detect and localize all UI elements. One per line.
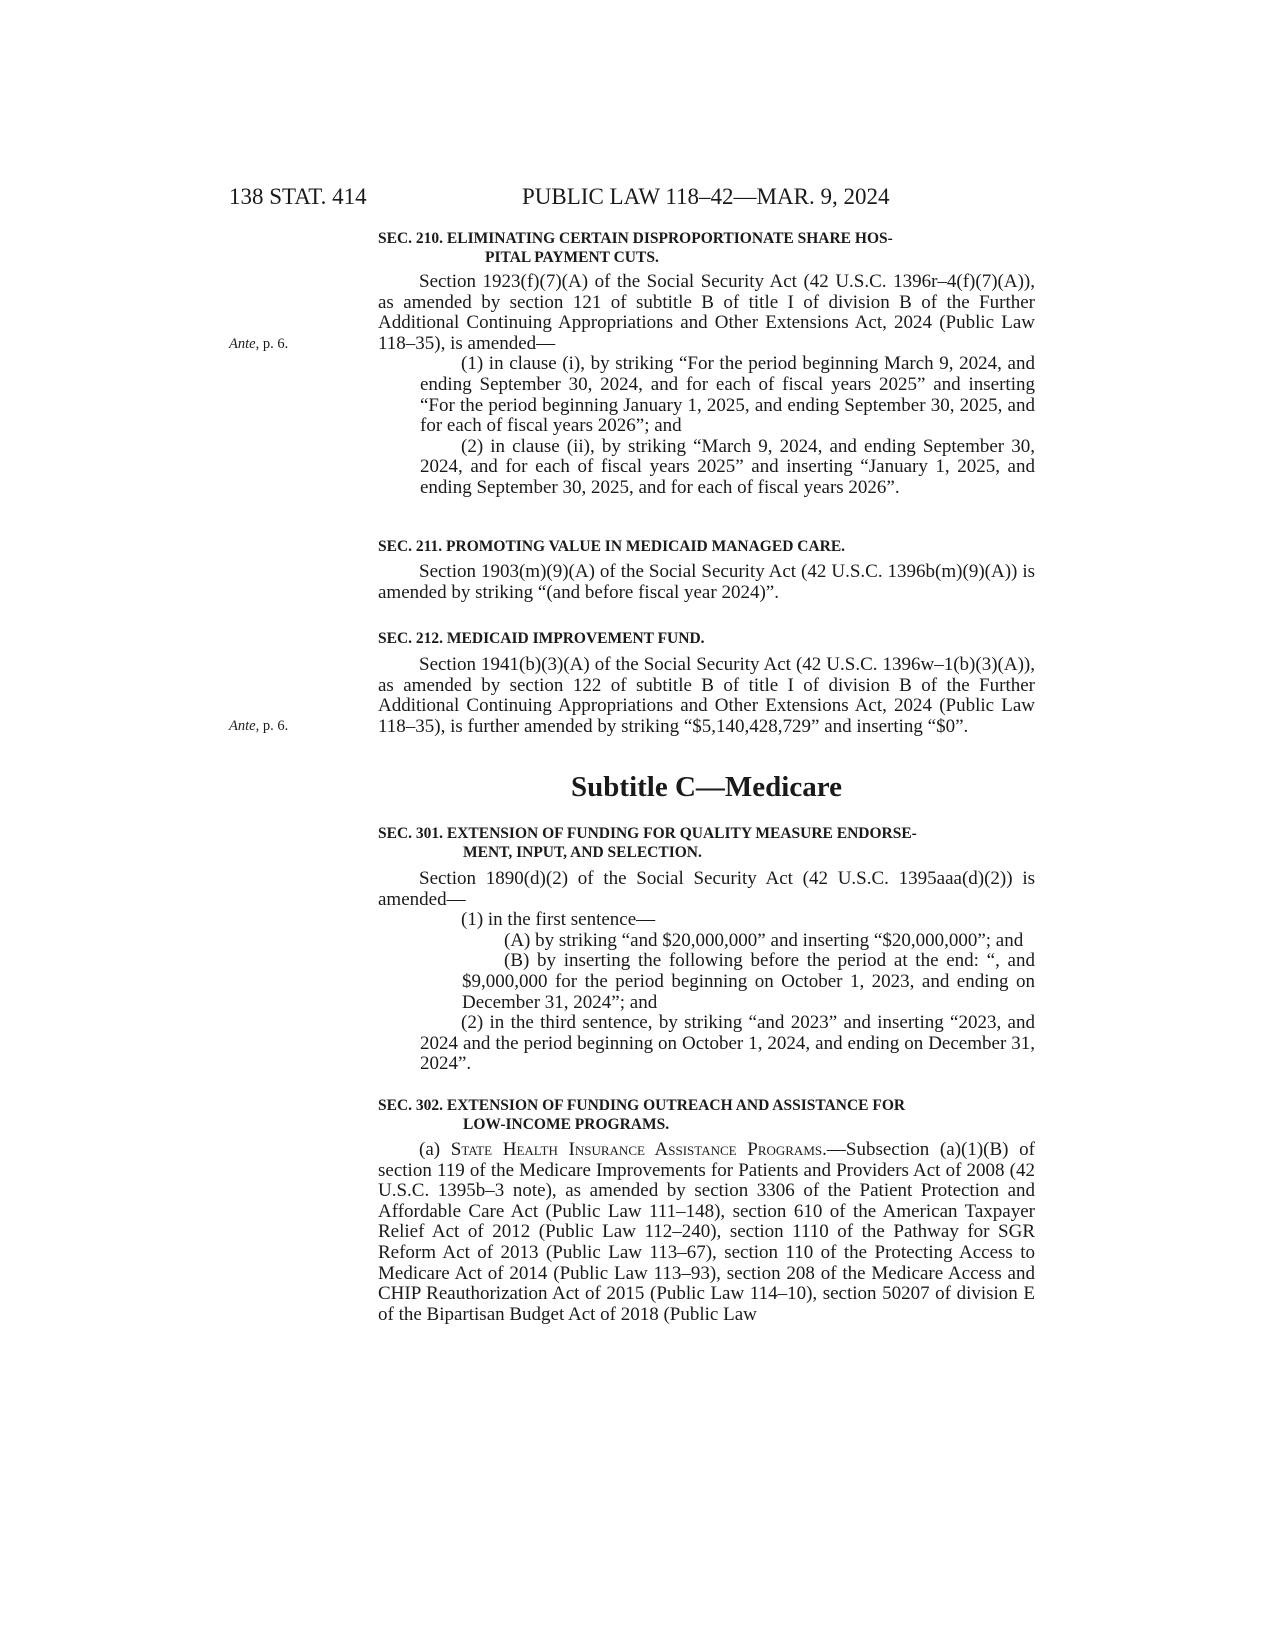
sec-301-heading-line2: MENT, INPUT, AND SELECTION. bbox=[463, 844, 702, 861]
sec-210-heading-line1: SEC. 210. ELIMINATING CERTAIN DISPROPORTIONATE SHARE HOS- bbox=[378, 230, 893, 247]
sec-301-body bbox=[378, 869, 1035, 1075]
sec-301-heading bbox=[378, 824, 1035, 862]
margin-note-2-rest: , p. 6. bbox=[255, 718, 289, 734]
margin-note-1 bbox=[229, 336, 288, 353]
sec-211-heading: SEC. 211. PROMOTING VALUE IN MEDICAID MANAGED CARE. bbox=[378, 538, 846, 555]
sec-302-para-a bbox=[378, 1140, 1035, 1325]
margin-note-1-rest: , p. 6. bbox=[255, 336, 289, 352]
sec-210-heading bbox=[378, 229, 1035, 267]
margin-note-2-italic: Ante bbox=[229, 718, 256, 734]
sec-302-para-a-label: (a) bbox=[419, 1139, 451, 1160]
sec-301-intro: Section 1890(d)(2) of the Social Security Act (42 U.S.C. 1395aaa(d)(2)) is amended— bbox=[378, 868, 1035, 910]
sec-301-item-1: (1) in the first sentence— bbox=[461, 909, 656, 931]
sec-302-para-a-caps: State Health Insurance Assistance Programs bbox=[450, 1139, 823, 1160]
sec-302-body bbox=[378, 1140, 1035, 1325]
sec-212-body: Section 1941(b)(3)(A) of the Social Security Act (42 U.S.C. 1396w–1(b)(3)(A)), as amended by section 122 of subtitle B of title I of division B of the Further Additional Continuing Appropriations and Other Extensions Act, 2024 (Public Law 118–35), is further amended by striking “$5,140,428,729” and inserting “$0”. bbox=[378, 654, 1035, 737]
sec-210-body bbox=[378, 272, 1035, 499]
sec-211-body-wrap bbox=[378, 562, 1035, 603]
stat-page-number: 138 STAT. 414 bbox=[229, 184, 367, 209]
sec-302-heading-line2: LOW-INCOME PROGRAMS. bbox=[463, 1116, 670, 1133]
sec-301-heading-line1: SEC. 301. EXTENSION OF FUNDING FOR QUALITY MEASURE ENDORSE- bbox=[378, 825, 917, 842]
sec-210-clause-1: (1) in clause (i), by striking “For the period beginning March 9, 2024, and ending September 30, 2024, and for each of fiscal years 2025” and inserting “For the period beginning January 1, 2025, and ending September 30, 2025, and for each of fiscal years 2026”; and bbox=[420, 353, 1035, 437]
sec-210-intro: Section 1923(f)(7)(A) of the Social Security Act (42 U.S.C. 1396r–4(f)(7)(A)), as amended by section 121 of subtitle B of title I of division B of the Further Additional Continuing Appropriations and Other Extensions Act, 2024 (Public Law 118–35), is amended— bbox=[378, 271, 1035, 354]
sec-212-heading: SEC. 212. MEDICAID IMPROVEMENT FUND. bbox=[378, 630, 705, 647]
sec-302-heading-line1: SEC. 302. EXTENSION OF FUNDING OUTREACH AND ASSISTANCE FOR bbox=[378, 1097, 906, 1114]
sec-211-body: Section 1903(m)(9)(A) of the Social Security Act (42 U.S.C. 1396b(m)(9)(A)) is amended by striking “(and before fiscal year 2024)”. bbox=[378, 561, 1035, 603]
sec-302-para-a-body: .—Subsection (a)(1)(B) of section 119 of the Medicare Improvements for Patients and Providers Act of 2008 (42 U.S.C. 1395b–3 note), as amended by section 3306 of the Patient Protection and Affordable Care Act (Public Law 111–148), section 610 of the American Taxpayer Relief Act of 2012 (Public Law 112–240), section 1110 of the Pathway for SGR Reform Act of 2013 (Public Law 113–67), section 110 of the Protecting Access to Medicare Act of 2014 (Public Law 113–93), section 208 of the Medicare Access and CHIP Reauthorization Act of 2015 (Public Law 114–10), section 50207 of division E of the Bipartisan Budget Act of 2018 (Public Law bbox=[378, 1139, 1035, 1325]
subtitle-heading: Subtitle C—Medicare bbox=[571, 771, 842, 803]
sec-301-item-2: (2) in the third sentence, by striking “and 2023” and inserting “2023, and 2024 and the period beginning on October 1, 2024, and ending on December 31, 2024”. bbox=[420, 1012, 1035, 1075]
running-head-title: PUBLIC LAW 118–42—MAR. 9, 2024 bbox=[522, 184, 890, 209]
sec-301-item-1a: (A) by striking “and $20,000,000” and inserting “$20,000,000”; and bbox=[504, 929, 1024, 951]
sec-210-clause-2: (2) in clause (ii), by striking “March 9, 2024, and ending September 30, 2024, and for each of fiscal years 2025” and inserting “January 1, 2025, and ending September 30, 2025, and for each of fiscal years 2026”. bbox=[420, 435, 1035, 498]
sec-302-heading bbox=[378, 1096, 1035, 1134]
sec-210-heading-line2: PITAL PAYMENT CUTS. bbox=[485, 249, 659, 266]
sec-301-item-1b: (B) by inserting the following before the period at the end: “, and $9,000,000 for the period beginning on October 1, 2023, and ending on December 31, 2024”; and bbox=[462, 950, 1035, 1013]
margin-note-1-italic: Ante bbox=[229, 336, 256, 352]
sec-212-body-wrap bbox=[378, 655, 1035, 737]
margin-note-2 bbox=[229, 718, 288, 735]
